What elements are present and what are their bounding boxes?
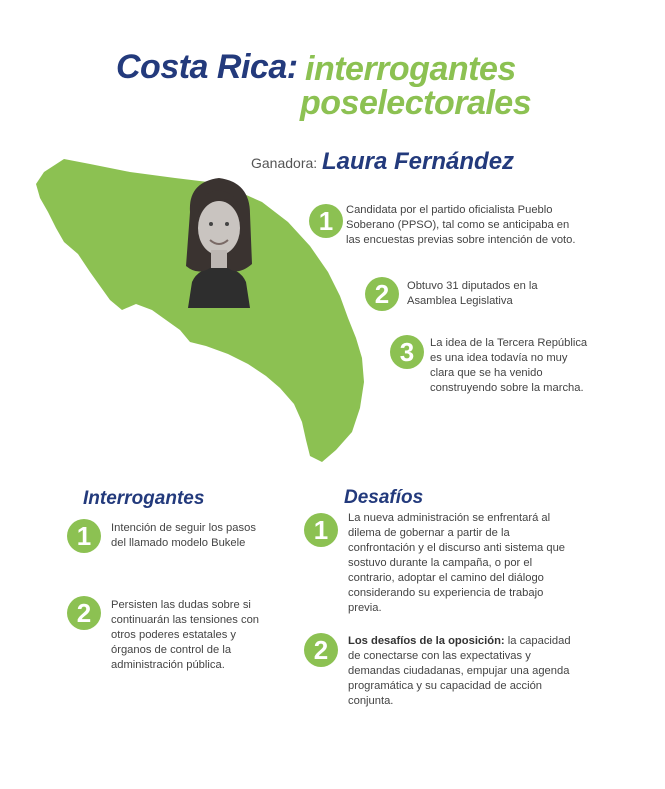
winner-point-2: Obtuvo 31 diputados en la Asamblea Legislativa [407,280,538,307]
title-line2: poselectorales [300,84,532,122]
desafio-item-2 [348,634,573,709]
desafio-badge-2: 2 [304,633,338,667]
point-badge-2: 2 [365,277,399,311]
winner-label: Ganadora: [251,155,318,171]
desafios-title: Desafíos [344,487,424,508]
interrogante-badge-1: 1 [67,519,101,553]
point-badge-1: 1 [309,204,343,238]
desafio-badge-1: 1 [304,513,338,547]
winner-name: Laura Fernández [322,148,515,175]
desafio-item-1: La nueva administración se enfrentará al dilema de gobernar a partir de la confrontación y el discurso anti sistema que sostuvo durante la campaña, o por el contrario, adoptar el camino del diálogo considerando su experiencia de trabajo previa. [348,512,566,614]
winner-point-1: Candidata por el partido oficialista Pueblo Soberano (PPSO), tal como se anticipaba en las encuestas previas sobre intención de voto. [346,204,576,246]
interrogante-item-1: Intención de seguir los pasos del llamado modelo Bukele [111,522,256,549]
winner-photo [168,172,270,308]
interrogantes-title: Interrogantes [83,488,205,509]
title-line1: interrogantes [305,50,516,88]
winner-point-3: La idea de la Tercera República es una idea todavía no muy clara que se ha venido construyendo sobre la marcha. [430,337,588,394]
desafio-item-2-text: la capacidad de conectarse con las expectativas y demandas ciudadanas, empujar una agenda programática y su capacidad de acción conjunta. [348,635,571,707]
title-country: Costa Rica: [116,48,298,86]
interrogante-badge-2: 2 [67,596,101,630]
interrogante-item-2: Persisten las dudas sobre si continuarán las tensiones con otros poderes estatales y órganos de control de la administración pública. [111,599,260,671]
desafio-item-2-bold: Los desafíos de la oposición: [348,635,505,647]
point-badge-3: 3 [390,335,424,369]
